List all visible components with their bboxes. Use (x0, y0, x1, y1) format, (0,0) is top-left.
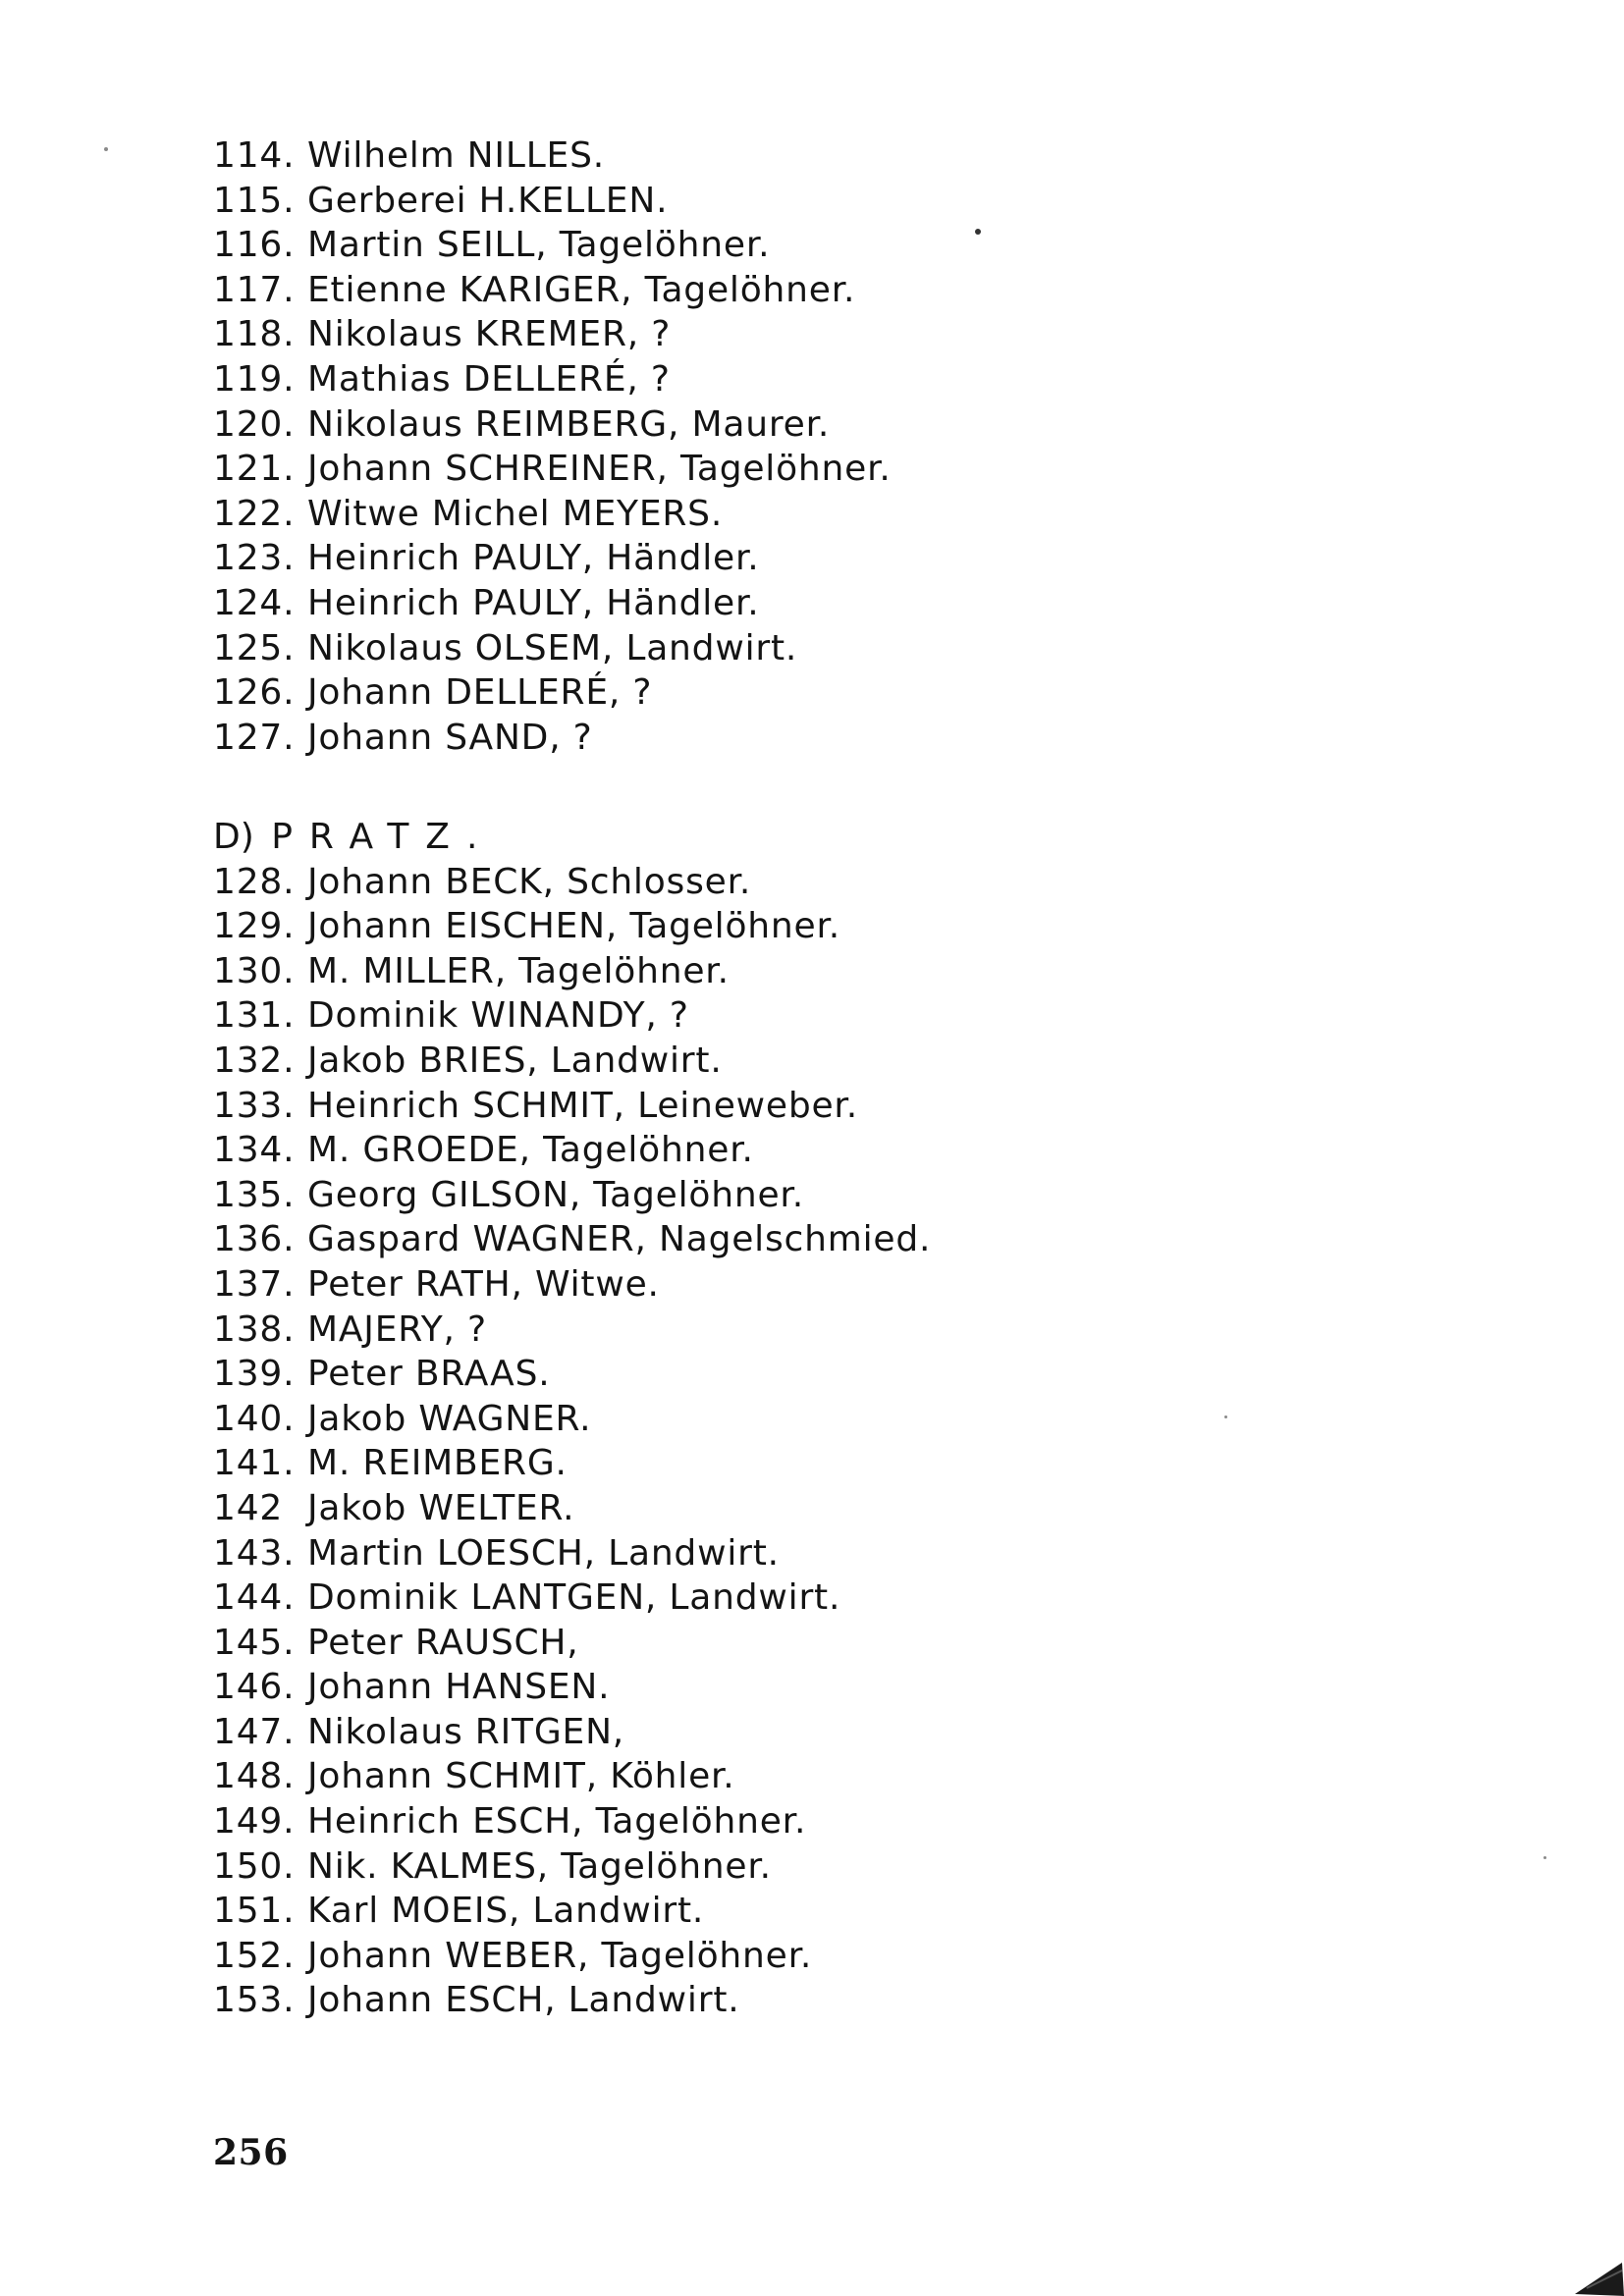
entry-number: 116. (213, 225, 296, 266)
entry-text: Johann DELLERÉ, ? (307, 672, 653, 714)
entry-number: 126. (213, 672, 296, 714)
entry-list-continued (213, 133, 1391, 760)
list-entry (213, 357, 1391, 402)
entry-text: Martin LOESCH, Landwirt. (307, 1532, 780, 1574)
list-entry (213, 581, 1391, 626)
list-entry (213, 223, 1391, 268)
entry-text: Nikolaus REIMBERG, Maurer. (307, 403, 831, 445)
section-heading (213, 815, 1391, 860)
entry-number: 148. (213, 1756, 296, 1797)
list-entry (213, 1039, 1391, 1084)
list-entry (213, 1397, 1391, 1442)
entry-text: M. REIMBERG. (307, 1443, 568, 1484)
entry-text: Wilhelm NILLES. (307, 135, 605, 176)
entry-number: 138. (213, 1308, 296, 1350)
list-entry (213, 1441, 1391, 1486)
entry-number: 150. (213, 1845, 296, 1887)
entry-text: Heinrich PAULY, Händler. (307, 538, 760, 579)
list-entry (213, 904, 1391, 949)
entry-text: Johann HANSEN. (307, 1667, 611, 1708)
entry-number: 127. (213, 717, 296, 758)
list-entry (213, 179, 1391, 224)
list-entry (213, 1978, 1391, 2023)
list-entry (213, 1352, 1391, 1397)
entry-text: Johann EISCHEN, Tagelöhner. (307, 906, 841, 947)
entry-number: 132. (213, 1040, 296, 1081)
entry-text: Witwe Michel MEYERS. (307, 493, 724, 534)
page-number: 256 (213, 2132, 289, 2173)
scan-speck (104, 147, 108, 151)
entry-number: 120. (213, 403, 296, 445)
list-entry (213, 1844, 1391, 1890)
entry-number: 143. (213, 1532, 296, 1574)
entry-list-pratz (213, 815, 1391, 2023)
entry-text: Dominik WINANDY, ? (307, 995, 689, 1037)
entry-text: Jakob WAGNER. (307, 1398, 592, 1439)
list-entry (213, 1262, 1391, 1308)
entry-text: Jakob BRIES, Landwirt. (307, 1040, 723, 1081)
entry-text: Johann BECK, Schlosser. (307, 861, 752, 902)
entry-text: Martin SEILL, Tagelöhner. (307, 225, 771, 266)
entry-number: 140. (213, 1398, 296, 1439)
entry-number: 142 (213, 1487, 284, 1528)
list-entry (213, 1308, 1391, 1353)
list-entry (213, 670, 1391, 716)
entry-text: Karl MOEIS, Landwirt. (307, 1891, 705, 1932)
scan-speck (1543, 1856, 1546, 1859)
section-heading-letter: D) (213, 817, 254, 857)
entry-text: Gerberei H.KELLEN. (307, 180, 669, 221)
entry-text: Gaspard WAGNER, Nagelschmied. (307, 1219, 932, 1260)
entry-number: 118. (213, 314, 296, 355)
scan-speck (1224, 1415, 1227, 1418)
list-entry (213, 1754, 1391, 1799)
list-entry (213, 1665, 1391, 1710)
entry-text: Nikolaus OLSEM, Landwirt. (307, 627, 798, 668)
entry-text: Johann ESCH, Landwirt. (307, 1980, 740, 2021)
entry-number: 130. (213, 950, 296, 991)
section-heading-title: PRATZ. (271, 817, 495, 857)
list-entry (213, 1575, 1391, 1621)
list-entry (213, 993, 1391, 1039)
entry-number: 131. (213, 995, 296, 1037)
entry-number: 119. (213, 358, 296, 400)
list-entry (213, 1710, 1391, 1755)
entry-number: 144. (213, 1577, 296, 1619)
list-entry (213, 447, 1391, 492)
list-entry (213, 1934, 1391, 1979)
list-entry (213, 1217, 1391, 1262)
entry-number: 117. (213, 269, 296, 310)
list-entry (213, 949, 1391, 994)
list-entry (213, 1128, 1391, 1173)
entry-text: Nikolaus KREMER, ? (307, 314, 672, 355)
entry-number: 146. (213, 1667, 296, 1708)
list-entry (213, 1889, 1391, 1934)
entry-number: 114. (213, 135, 296, 176)
list-entry (213, 1084, 1391, 1129)
entry-number: 122. (213, 493, 296, 534)
list-entry (213, 133, 1391, 179)
entry-text: Jakob WELTER. (307, 1487, 575, 1528)
list-entry (213, 402, 1391, 448)
entry-number: 145. (213, 1622, 296, 1663)
list-entry (213, 1799, 1391, 1844)
list-entry (213, 1486, 1391, 1531)
scan-edge-mark (1573, 2249, 1624, 2296)
entry-text: Georg GILSON, Tagelöhner. (307, 1174, 804, 1215)
entry-number: 139. (213, 1354, 296, 1395)
entry-number: 136. (213, 1219, 296, 1260)
entry-text: Johann SAND, ? (307, 717, 593, 758)
list-entry (213, 1173, 1391, 1218)
list-entry (213, 536, 1391, 581)
entry-text: Etienne KARIGER, Tagelöhner. (307, 269, 856, 310)
entry-number: 128. (213, 861, 296, 902)
entry-text: Peter BRAAS. (307, 1354, 551, 1395)
entry-text: Dominik LANTGEN, Landwirt. (307, 1577, 841, 1619)
list-entry (213, 268, 1391, 313)
entry-number: 133. (213, 1085, 296, 1126)
entry-text: Nik. KALMES, Tagelöhner. (307, 1845, 772, 1887)
entry-text: Peter RAUSCH, (307, 1622, 579, 1663)
list-entry (213, 860, 1391, 905)
entry-text: M. GROEDE, Tagelöhner. (307, 1130, 754, 1171)
entry-number: 147. (213, 1711, 296, 1752)
entry-text: Johann WEBER, Tagelöhner. (307, 1935, 813, 1976)
entry-number: 135. (213, 1174, 296, 1215)
entry-number: 115. (213, 180, 296, 221)
entry-text: Johann SCHMIT, Köhler. (307, 1756, 735, 1797)
entry-number: 149. (213, 1801, 296, 1842)
list-entry (213, 1621, 1391, 1666)
entry-text: Peter RATH, Witwe. (307, 1263, 660, 1305)
entry-number: 141. (213, 1443, 296, 1484)
list-entry (213, 1531, 1391, 1576)
list-entry (213, 312, 1391, 357)
list-entry (213, 626, 1391, 671)
entry-text: Heinrich PAULY, Händler. (307, 582, 760, 623)
entry-number: 123. (213, 538, 296, 579)
entry-text: Nikolaus RITGEN, (307, 1711, 625, 1752)
list-entry (213, 716, 1391, 761)
entry-text: Heinrich SCHMIT, Leineweber. (307, 1085, 858, 1126)
entry-text: M. MILLER, Tagelöhner. (307, 950, 730, 991)
entry-number: 129. (213, 906, 296, 947)
entry-number: 152. (213, 1935, 296, 1976)
entry-text: Mathias DELLERÉ, ? (307, 358, 671, 400)
entry-number: 153. (213, 1980, 296, 2021)
entry-number: 134. (213, 1130, 296, 1171)
entry-number: 137. (213, 1263, 296, 1305)
list-entry (213, 492, 1391, 537)
entry-number: 124. (213, 582, 296, 623)
entry-number: 121. (213, 449, 296, 490)
entry-number: 151. (213, 1891, 296, 1932)
entry-text: Heinrich ESCH, Tagelöhner. (307, 1801, 807, 1842)
entry-number: 125. (213, 627, 296, 668)
entry-text: Johann SCHREINER, Tagelöhner. (307, 449, 892, 490)
entry-text: MAJERY, ? (307, 1308, 487, 1350)
scan-speck (975, 229, 981, 235)
pratz-entries (213, 860, 1391, 2023)
